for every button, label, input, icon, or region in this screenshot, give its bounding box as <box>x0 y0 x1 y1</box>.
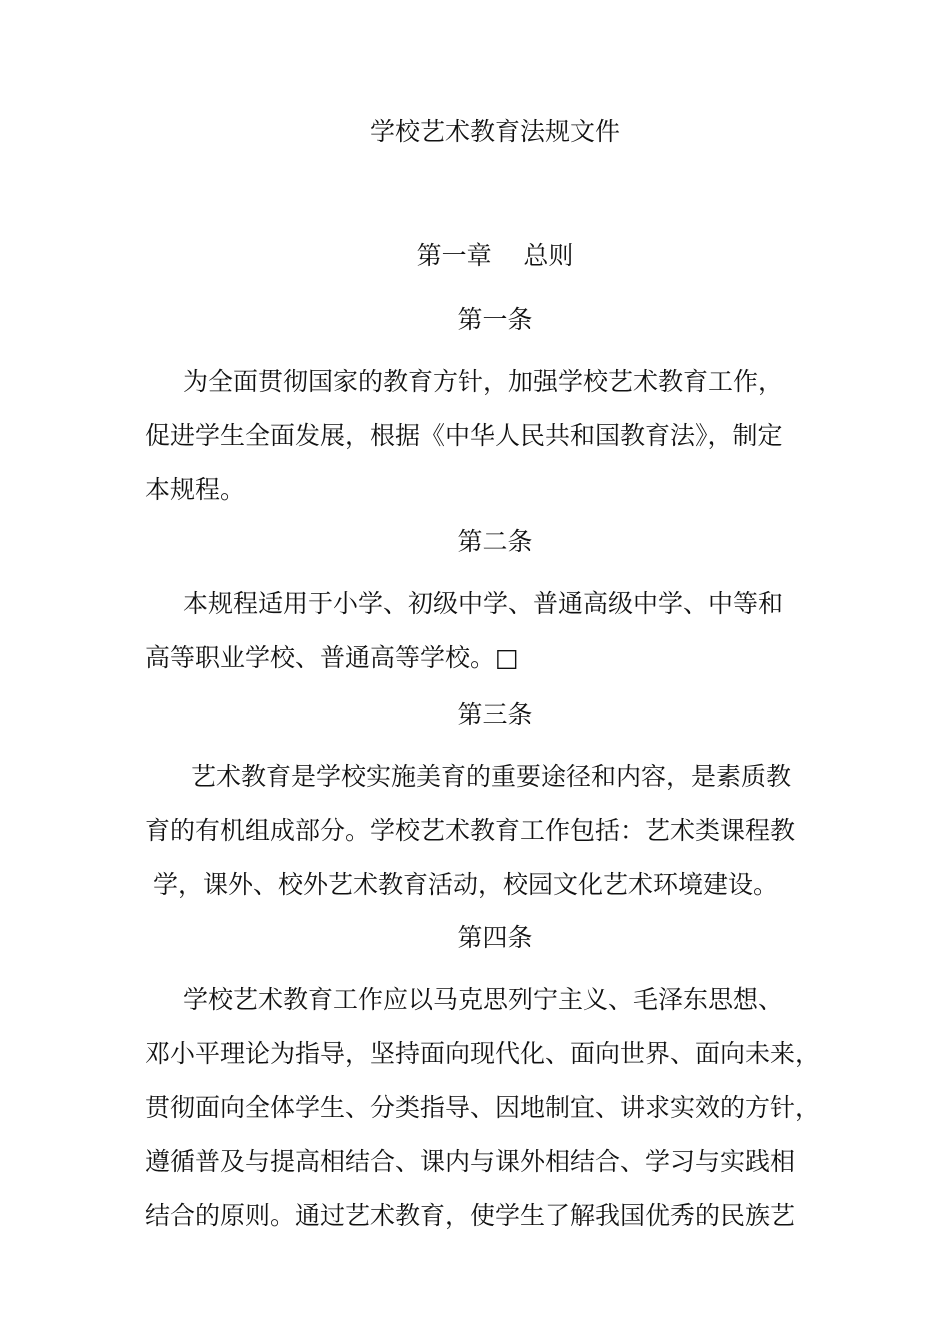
article-4-line: 结合的原则。通过艺术教育，使学生了解我国优秀的民族艺 <box>145 1201 796 1230</box>
document-title: 学校艺术教育法规文件 <box>369 117 620 146</box>
article-4-line: 学校艺术教育工作应以马克思列宁主义、毛泽东思想、 <box>183 985 784 1014</box>
article-4-body <box>145 973 825 1243</box>
article-3-line: 艺术教育是学校实施美育的重要途径和内容，是素质教 <box>183 762 791 791</box>
article-4-line: 贯彻面向全体学生、分类指导、因地制宜、讲求实效的方针， <box>145 1093 821 1122</box>
article-1-line: 促进学生全面发展，根据《中华人民共和国教育法》，制定 <box>145 421 783 450</box>
article-2-line: 高等职业学校、普通高等学校。□ <box>145 643 519 672</box>
article-3-body <box>145 750 825 912</box>
article-3-heading: 第三条 <box>457 700 533 729</box>
article-2-heading: 第二条 <box>457 527 533 556</box>
article-2-line: 本规程适用于小学、初级中学、普通高级中学、中等和 <box>183 589 784 618</box>
article-2-body <box>145 577 825 685</box>
article-4-line: 遵循普及与提高相结合、课内与课外相结合、学习与实践相 <box>145 1147 796 1176</box>
article-1-line: 为全面贯彻国家的教育方针，加强学校艺术教育工作， <box>183 367 784 396</box>
article-1-line: 本规程。 <box>145 475 246 504</box>
article-4-line: 邓小平理论为指导，坚持面向现代化、面向世界、面向未来， <box>145 1039 821 1068</box>
article-1-heading: 第一条 <box>457 305 533 334</box>
article-3-line: 学，课外、校外艺术教育活动，校园文化艺术环境建设。 <box>145 870 778 899</box>
chapter-heading: 第一章 总则 <box>416 241 574 270</box>
article-3-line: 育的有机组成部分。学校艺术教育工作包括：艺术类课程教 <box>145 816 796 845</box>
article-4-heading: 第四条 <box>457 923 533 952</box>
article-1-body <box>145 355 825 517</box>
